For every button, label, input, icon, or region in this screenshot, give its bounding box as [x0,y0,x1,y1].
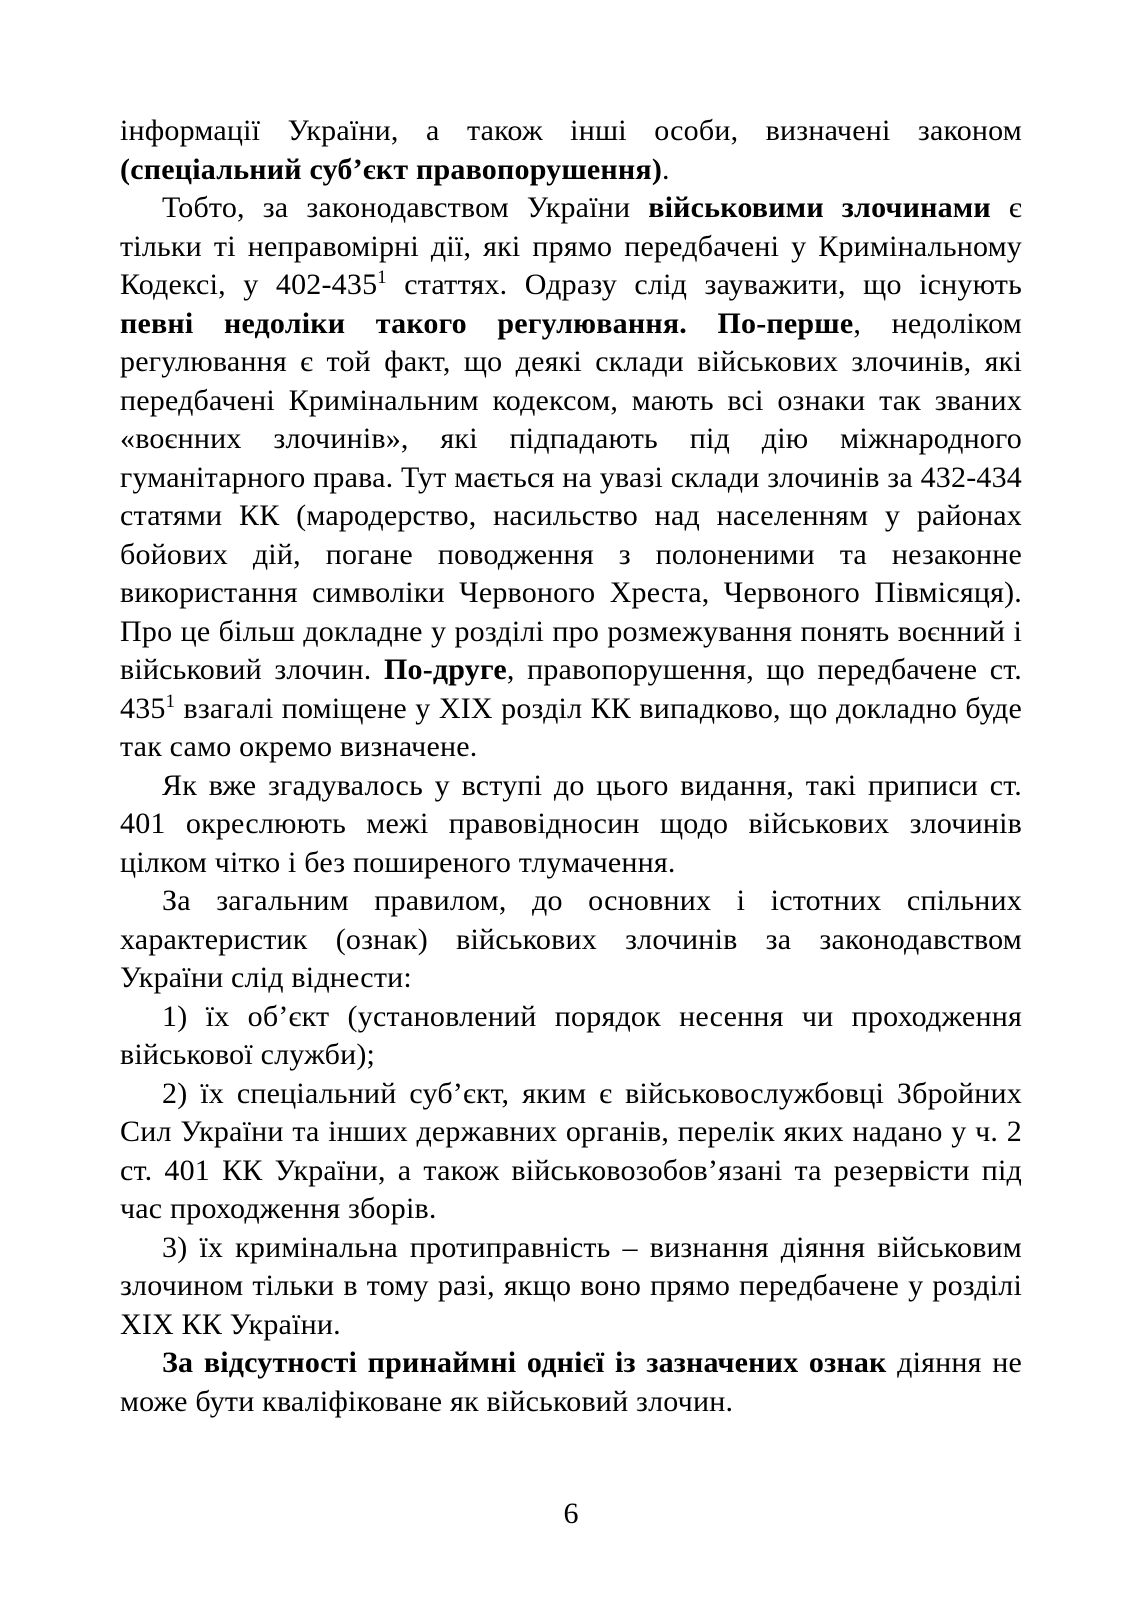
text-run: 2) їх спеціальний суб’єкт, яким є військовослужбовці Збройних Сил України та інших державних органів, перелік яких надано у ч. 2 ст. 401 КК України, а також військовозобов’язані та резервісти під час проходження зборів. [120,1076,1022,1225]
text-run: є тільки ті неправомірні дії, які прямо передбачені у Кримінальному Кодексі, у 402-435 [120,191,1022,301]
text-run: Тобто, за законодавством України [162,191,649,224]
text-run: інформації України, а також інші особи, визначені законом [120,114,1022,147]
superscript: 1 [165,690,176,712]
bold-text-run: військовими злочинами [648,191,991,224]
bold-text-run: (спеціальний суб’єкт правопорушення) [120,152,663,186]
paragraph [120,189,1022,767]
text-run: взагалі поміщене у XIX розділ КК випадково, що докладно буде так само окремо визначене. [120,691,1022,763]
superscript: 1 [377,267,387,288]
text-run: . [662,152,670,186]
text-run: 3) їх кримінальна протиправність – визнання діяння військовим злочином тільки в тому разі, якщо воно прямо передбачене у розділі XIX КК України. [120,1230,1022,1341]
paragraph [120,767,1022,883]
page-number: 6 [563,1497,579,1530]
text-run: , недоліком регулювання є той факт, що деякі склади військових злочинів, які передбачені Кримінальним кодексом, мають всі ознаки так званих «воєнних злочинів», які підпадають під дію міжнародного гуманітарного права. Тут мається на увазі склади злочинів за 432-434 статями КК (мародерство, насильство над населенням у районах бойових дій, погане поводження з полоненими та незаконне використання символіки Червоного Хреста, Червоного Півмісяця). Про це більш докладне у розділі про розмежування понять воєнний і військовий злочин. [120,306,1022,686]
text-run: діяння не може бути кваліфіковане як військовий злочин. [120,1346,1022,1418]
bold-text-run: За відсутності принаймні однієї із зазначених ознак [162,1346,887,1379]
paragraph [120,1075,1022,1229]
text-run: 1) їх об’єкт (установлений порядок несення чи проходження військової служби); [120,999,1022,1071]
bold-text-run: По-друге [383,653,507,686]
paragraph [120,112,1022,189]
text-run: Як вже згадувалось у вступі до цього видання, такі приписи ст. 401 окреслюють межі правовідносин щодо військових злочинів цілком чітко і без поширеного тлумачення. [120,768,1022,879]
text-run: статтях. Одразу слід зауважити, що існують [386,268,1022,301]
paragraph [120,998,1022,1075]
paragraph [120,1344,1022,1421]
bold-text-run: певні недоліки такого регулювання. По-перше [120,306,854,340]
text-block [120,112,1022,1421]
paragraph [120,1229,1022,1345]
text-run: , правопорушення, що передбачене ст. 435 [120,653,1022,725]
paragraph [120,882,1022,998]
text-run: За загальним правилом, до основних і істотних спільних характеристик (ознак) військових злочинів за законодавством України слід віднести: [120,884,1022,994]
